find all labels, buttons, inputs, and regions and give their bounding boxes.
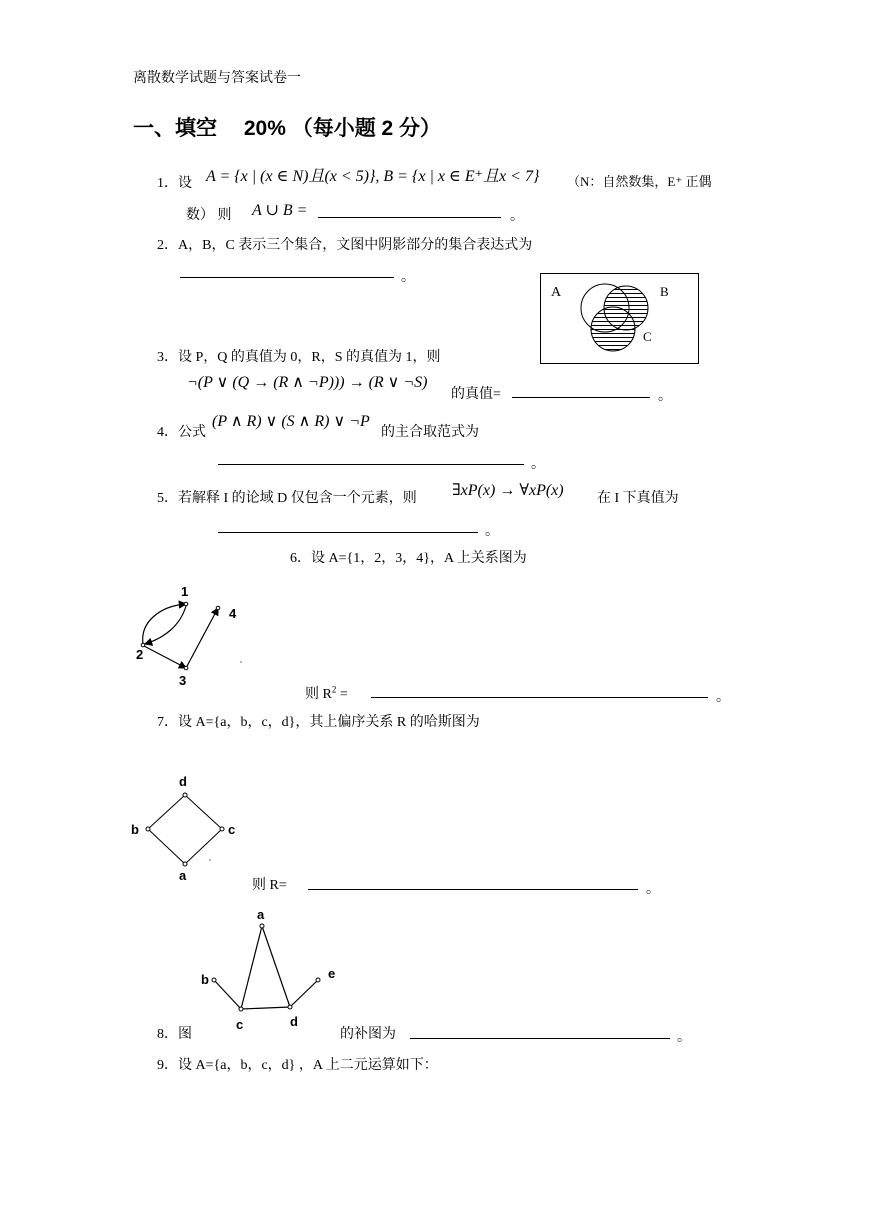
q1-answer-blank[interactable] <box>318 217 501 218</box>
q2-text: 2．A，B，C 表示三个集合，文图中阴影部分的集合表达式为 <box>157 238 533 253</box>
q8-node-a: a <box>257 907 265 922</box>
q1-union: A ∪ B = <box>252 202 308 219</box>
venn-label-c: C <box>643 329 652 344</box>
q8-after: 的补图为 <box>340 1027 396 1042</box>
q4-number: 4．公式 <box>157 425 206 440</box>
document-header: 离散数学试题与答案试卷一 <box>133 71 301 86</box>
q6-node-4: 4 <box>229 606 237 621</box>
q2-answer-blank[interactable] <box>180 277 394 278</box>
q1-number: 1．设 <box>157 176 192 191</box>
q7-answer-blank[interactable] <box>308 889 638 890</box>
q7-node-b: b <box>131 822 139 837</box>
venn-diagram <box>540 273 700 365</box>
q7-node-c: c <box>228 822 236 837</box>
q8-graph <box>198 904 348 1032</box>
q6-answer-blank[interactable] <box>371 697 708 698</box>
q5-answer-blank[interactable] <box>218 532 478 533</box>
q5-text: 5．若解释 I 的论域 D 仅包含一个元素，则 <box>157 491 417 506</box>
q4-answer-blank[interactable] <box>218 464 524 465</box>
q8-number: 8．图 <box>157 1027 192 1042</box>
q5-after: 在 I 下真值为 <box>597 491 679 506</box>
q1-formula: A = {x | (x ∈ N)且(x < 5)}, B = {x | x ∈ E⁺且x < 7} <box>206 168 540 185</box>
q5-end: 。 <box>485 524 499 539</box>
q3-answer-blank[interactable] <box>512 397 650 398</box>
q3-after: 的真值= <box>451 387 501 402</box>
q3-formula: ¬(P ∨ (Q → (R ∧ ¬P))) → (R ∨ ¬S) <box>187 374 428 391</box>
q8-node-c: c <box>236 1017 244 1032</box>
q6-node-3: 3 <box>179 673 187 688</box>
q7-text: 7．设 A={a，b，c，d}，其上偏序关系 R 的哈斯图为 <box>157 715 480 730</box>
q3-text: 3．设 P，Q 的真值为 0，R，S 的真值为 1，则 <box>157 350 441 365</box>
q3-end: 。 <box>658 389 672 404</box>
venn-label-b: B <box>660 284 669 299</box>
q1-end: 。 <box>510 209 524 224</box>
q8-node-e: e <box>328 966 336 981</box>
q7-answer-label: 则 R= <box>252 878 287 893</box>
section-title: 一、填空 20% （每小题 2 分） <box>133 117 442 140</box>
venn-label-a: A <box>551 285 562 300</box>
q8-node-d: d <box>290 1014 298 1029</box>
q6-node-2: 2 <box>136 647 144 662</box>
q6-node-1: 1 <box>181 584 189 599</box>
q6-end: 。 <box>716 690 730 705</box>
q1-note: （N：自然数集，E⁺ 正偶 <box>567 174 712 189</box>
q7-end: 。 <box>646 882 660 897</box>
q4-end: 。 <box>531 457 545 472</box>
q2-end: 。 <box>401 270 415 285</box>
q4-after: 的主合取范式为 <box>381 425 479 440</box>
q9-text: 9．设 A={a，b，c，d} ，A 上二元运算如下： <box>157 1058 438 1073</box>
q7-node-d: d <box>179 774 187 789</box>
q5-formula: ∃xP(x) → ∀xP(x) <box>452 482 564 499</box>
q1-line2: 数） 则 <box>186 208 232 223</box>
q7-hasse-diagram <box>128 770 238 886</box>
q8-answer-blank[interactable] <box>410 1038 670 1039</box>
q8-node-b: b <box>201 972 209 987</box>
q6-answer-label: 则 $R^2$ = <box>305 684 348 702</box>
q8-end: 。 <box>677 1030 691 1045</box>
q6-text: 6．设 A={1，2，3，4}，A 上关系图为 <box>290 551 527 566</box>
q7-node-a: a <box>179 868 187 883</box>
q6-relation-graph <box>130 582 250 690</box>
q4-formula: (P ∧ R) ∨ (S ∧ R) ∨ ¬P <box>212 413 370 430</box>
